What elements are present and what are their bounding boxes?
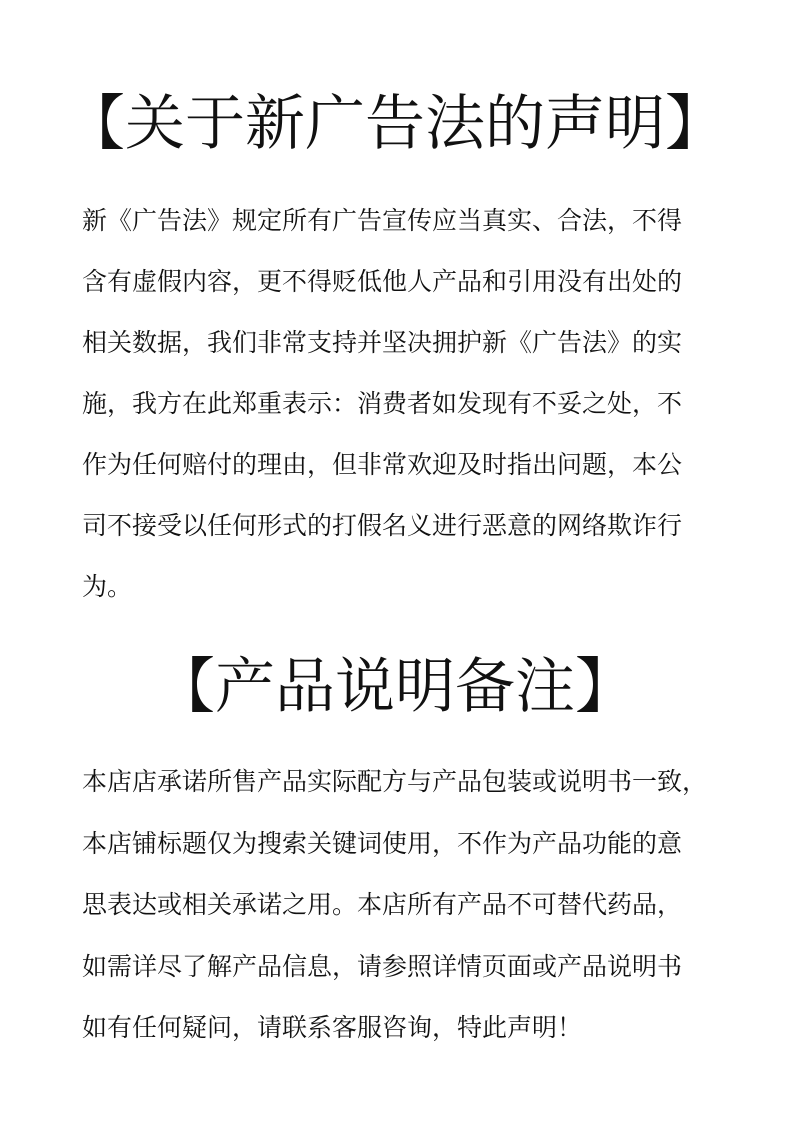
paragraph-line: 司不接受以任何形式的打假名义进行恶意的网络欺诈行 — [82, 511, 683, 540]
paragraph-line: 施，我方在此郑重表示：消费者如发现有不妥之处，不 — [82, 389, 683, 418]
paragraph-line: 思表达或相关承诺之用。本店所有产品不可替代药品， — [82, 890, 683, 919]
product-notes-title: 【产品说明备注】 — [155, 652, 635, 722]
paragraph-line: 相关数据，我们非常支持并坚决拥护新《广告法》的实 — [82, 328, 683, 357]
ad-law-statement-paragraph — [82, 199, 722, 626]
paragraph-line: 作为任何赔付的理由，但非常欢迎及时指出问题，本公 — [82, 450, 683, 479]
paragraph-line: 含有虚假内容，更不得贬低他人产品和引用没有出处的 — [82, 267, 683, 296]
product-notes-paragraph — [82, 760, 722, 1068]
paragraph-line: 新《广告法》规定所有广告宣传应当真实、合法，不得 — [82, 206, 683, 235]
paragraph-line: 为。 — [82, 572, 133, 601]
paragraph-line: 如有任何疑问，请联系客服咨询，特此声明！ — [82, 1013, 583, 1042]
paragraph-line: 本店铺标题仅为搜索关键词使用，不作为产品功能的意 — [82, 828, 683, 858]
paragraph-line: 本店店承诺所售产品实际配方与产品包装或说明书一致， — [82, 767, 708, 796]
ad-law-statement-title: 【关于新广告法的声明】 — [65, 89, 725, 159]
paragraph-line: 如需详尽了解产品信息，请参照详情页面或产品说明书 — [82, 951, 683, 981]
